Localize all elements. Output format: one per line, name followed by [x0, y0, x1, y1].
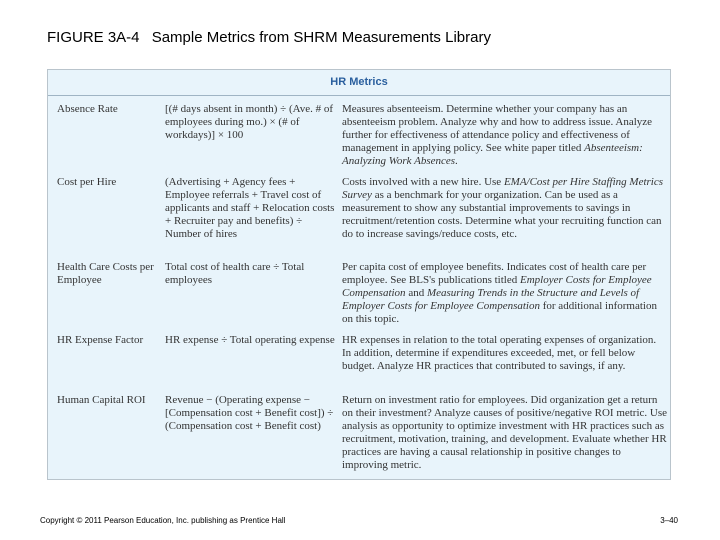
header-divider	[48, 95, 670, 96]
metric-description	[342, 176, 667, 241]
description-text: for additional information on this topic.	[342, 300, 657, 326]
description-text: Costs involved with a new hire. Use	[342, 176, 504, 188]
publication-title: EMA/Cost per Hire Staffing Metrics Survey	[342, 176, 664, 202]
description-text: Measures absenteeism. Determine whether your company has an absenteeism problem. Analyze why and how to address issue. Analyze further for effectiveness of attendance policy and effectiveness of management in applying policy. See white paper titled	[342, 103, 653, 155]
description-text: as a benchmark for your organization. Can be used as a measurement to show any substantial improvements to savings in recruitment/retention costs. Determine what your recruiting function can do to increase savings/reduce costs, etc.	[342, 189, 662, 241]
description-text: .	[455, 155, 458, 168]
metric-name: Cost per Hire	[57, 176, 117, 188]
figure-label: FIGURE 3A-4	[47, 29, 140, 46]
description-text: Return on investment ratio for employees. Did organization get a return on their investment? Analyze causes of positive/negative ROI metric. Use analysis as opportunity to optimize investment with HR practices such as recruitment, motivation, training, and development. Evaluate whether HR practices are having a causal relationship in positive changes to improving metric.	[342, 394, 668, 472]
slide-title	[47, 29, 491, 46]
description-text: HR expenses in relation to the total operating expenses of organization. In addition, determine if expenditures exceeded, met, or fell below budget. Analyze HR practices that contributed to savings, if any.	[342, 334, 657, 373]
description-text: Per capita cost of employee benefits. Indicates cost of health care per employee. See BLS's publications titled	[342, 261, 647, 287]
metric-description	[342, 103, 667, 168]
metric-description	[342, 261, 667, 326]
metric-description	[342, 394, 667, 473]
publication-title: Absenteeism: Analyzing Work Absences	[342, 142, 643, 168]
metric-description	[342, 334, 667, 373]
metric-formula: HR expense ÷ Total operating expense	[165, 334, 335, 346]
publication-title: Measuring Trends in the Structure and Levels of Employer Costs for Employee Compensation	[342, 287, 640, 313]
description-text: and	[405, 287, 427, 300]
metric-formula: [(# days absent in month) ÷ (Ave. # of employees during mo.) × (# of workdays)] × 100	[165, 103, 334, 142]
metric-name: Health Care Costs per Employee	[57, 261, 154, 287]
metric-name: Absence Rate	[57, 103, 118, 115]
copyright: Copyright © 2011 Pearson Education, Inc. publishing as Prentice Hall	[40, 516, 286, 525]
metric-formula: Revenue − (Operating expense − [Compensation cost + Benefit cost]) ÷ (Compensation cost + Benefit cost)	[165, 394, 334, 433]
table-header: HR Metrics	[330, 76, 388, 88]
figure-title: Sample Metrics from SHRM Measurements Library	[151, 29, 491, 46]
metric-name: Human Capital ROI	[57, 394, 146, 406]
publication-title: Employer Costs for Employee Compensation	[342, 274, 652, 300]
hr-metrics-table	[47, 69, 671, 480]
page-number: 3–40	[660, 516, 678, 525]
metric-formula: Total cost of health care ÷ Total employees	[165, 261, 305, 287]
metric-formula: (Advertising + Agency fees + Employee referrals + Travel cost of applicants and staff + Relocation costs + Recruiter pay and benefits) ÷ Number of hires	[165, 176, 335, 241]
metric-name: HR Expense Factor	[57, 334, 144, 346]
